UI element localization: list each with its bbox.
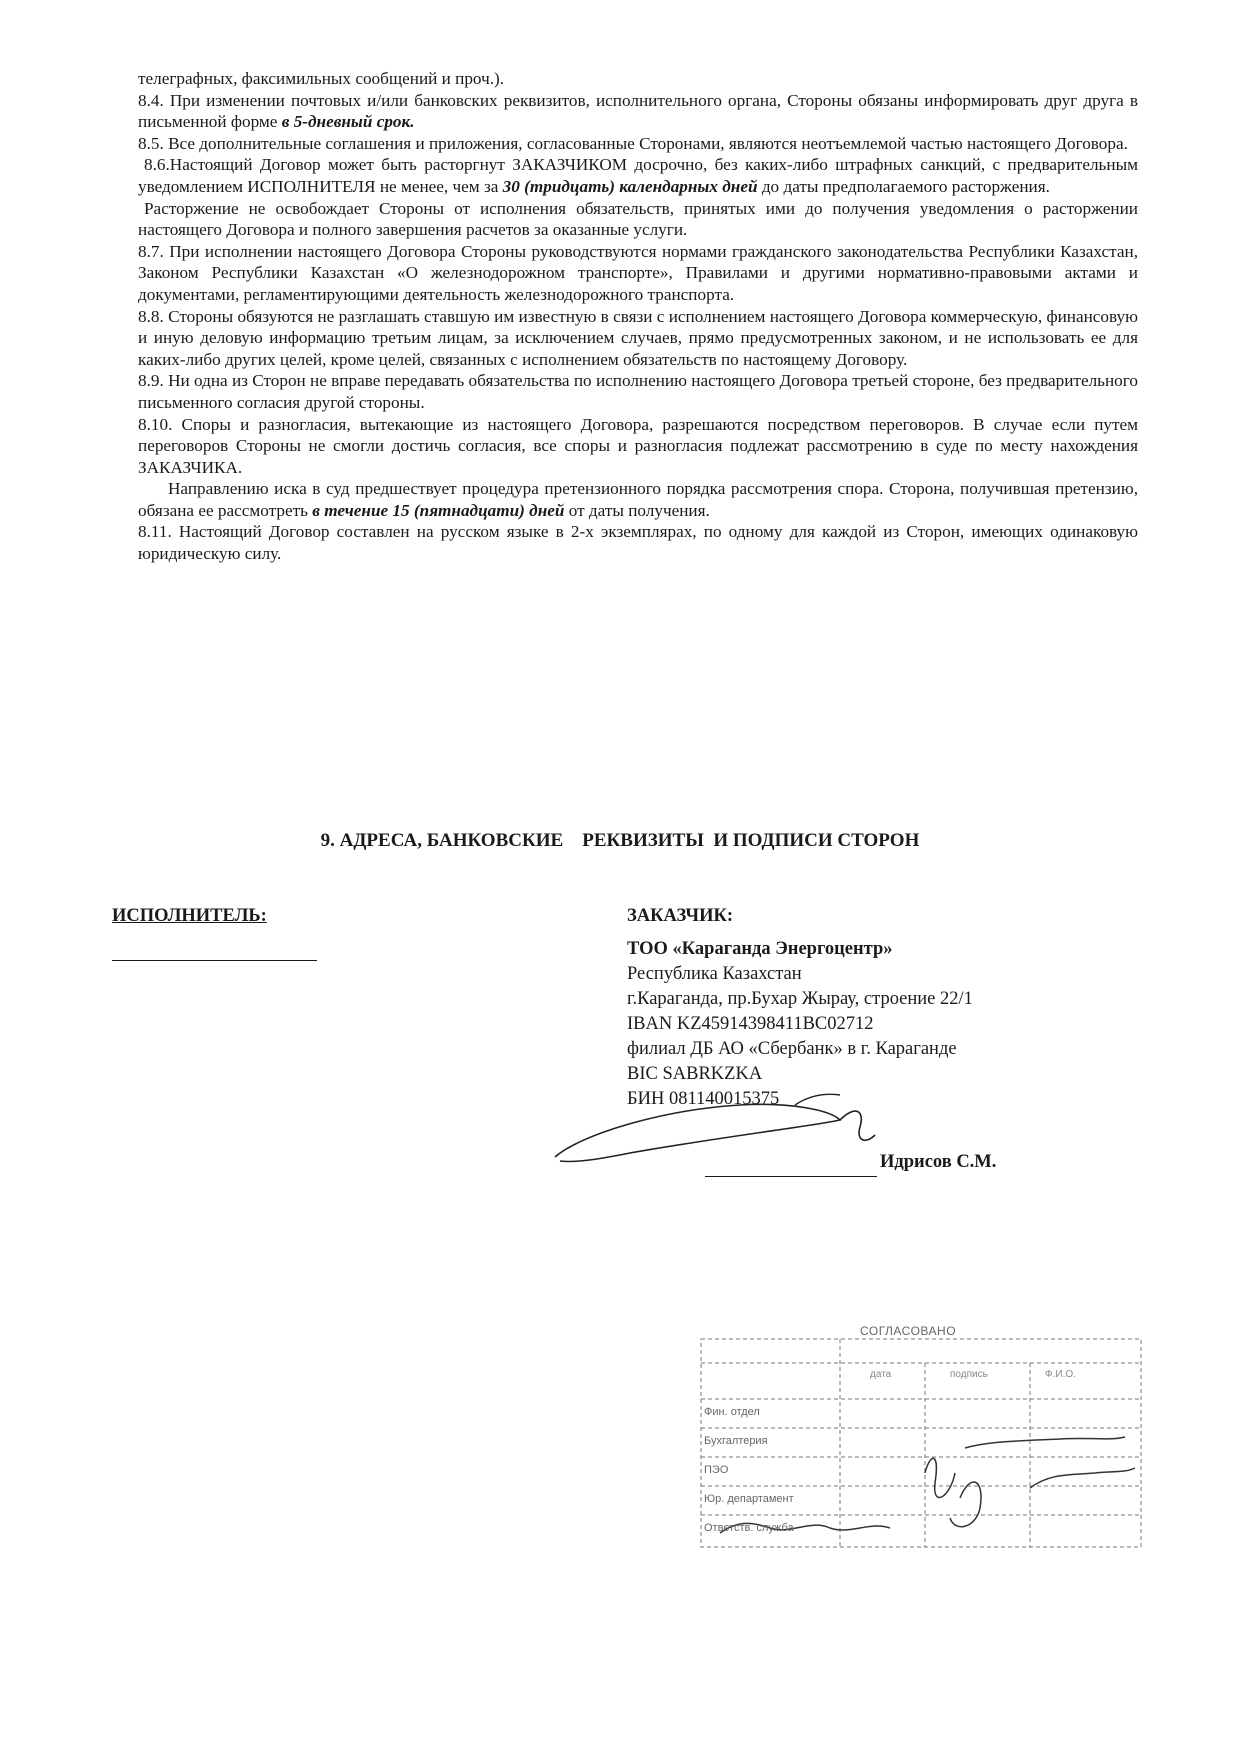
clause-8-10-cont-tail: от даты получения.: [568, 500, 710, 520]
clause-8-6-continuation: Расторжение не освобождает Стороны от исполнения обязательств, принятых ими до получения уведомления о расторжении настоящего Договора и полного завершения расчетов за оказанные услуги.: [138, 198, 1138, 240]
stamp-row: Бухгалтерия: [704, 1435, 768, 1447]
clause-8-11: 8.11. Настоящий Договор составлен на русском языке в 2-х экземплярах, по одному для каждой из Сторон, имеющих одинаковую юридическую силу.: [138, 522, 1138, 564]
contract-body: [138, 68, 1138, 565]
clause-8-8: 8.8. Стороны обязуются не разглашать ставшую им известную в связи с исполнением настоящего Договора коммерческую, финансовую и иную деловую информацию третьим лицам, за исключением случаев, прямо предусмотренных законом, и не использовать ее для каких-либо других целей, кроме целей, связанных с исполнением обязательств по настоящему Договору.: [138, 306, 1138, 369]
clause-8-10-cont-text: Направлению иска в суд предшествует процедура претензионного порядка рассмотрения спора. Сторона, получившая претензию, обязана ее рассмотреть: [138, 479, 1138, 520]
stamp-row: ПЭО: [704, 1464, 729, 1476]
customer-name: ТОО «Караганда Энергоцентр»: [627, 939, 893, 959]
section-9-title: 9. АДРЕСА, БАНКОВСКИЕ РЕКВИЗИТЫ И ПОДПИСИ СТОРОН: [320, 830, 920, 851]
clause-8-6-text: 8.6.Настоящий Договор может быть расторгнут ЗАКАЗЧИКОМ досрочно, без каких-либо штрафных санкций, с предварительным уведомлением ИСПОЛНИТЕЛЯ не менее, чем за: [138, 155, 1138, 196]
clause-8-10-period: в течение 15 (пятнадцати) дней: [312, 500, 565, 520]
clause-8-6: [138, 154, 1138, 197]
stamp-row: Фин. отдел: [704, 1406, 760, 1418]
clause-8-6-tail: до даты предполагаемого расторжения.: [761, 176, 1050, 196]
customer-label: ЗАКАЗЧИК:: [627, 906, 734, 926]
customer-iban: IBAN KZ45914398411BC02712: [627, 1014, 874, 1034]
clause-8-10-continuation: [138, 478, 1138, 521]
customer-bank: филиал ДБ АО «Сбербанк» в г. Караганде: [627, 1039, 957, 1059]
stamp-col-sign: подпись: [950, 1369, 988, 1380]
customer-address: г.Караганда, пр.Бухар Жырау, строение 22/1: [627, 989, 973, 1009]
clause-8-4-deadline: в 5-дневный срок.: [281, 112, 415, 132]
clause-8-4: [138, 90, 1138, 133]
stamp-title: СОГЛАСОВАНО: [860, 1324, 957, 1338]
customer-bin: БИН 081140015375: [627, 1089, 780, 1109]
clause-8-4-text: 8.4. При изменении почтовых и/или банковских реквизитов, исполнительного органа, Стороны обязаны информировать друг друга в письменной форме: [138, 90, 1138, 132]
customer-country: Республика Казахстан: [627, 964, 802, 984]
approval-stamp: [700, 1323, 1142, 1553]
clause-8-10: 8.10. Споры и разногласия, вытекающие из настоящего Договора, разрешаются посредством переговоров. В случае если путем переговоров Стороны не смогли достичь согласия, все споры и разногласия подлежат рассмотрению в суде по месту нахождения ЗАКАЗЧИКА.: [138, 414, 1138, 477]
customer-signature: [540, 1065, 900, 1175]
stamp-row: Ответств. служба: [704, 1522, 794, 1534]
stamp-col-fio: Ф.И.О.: [1045, 1369, 1076, 1380]
customer-bic: BIC SABRKZKA: [627, 1064, 763, 1084]
customer-signer: Идрисов С.М.: [880, 1152, 997, 1172]
stamp-col-date: дата: [870, 1369, 892, 1380]
paragraph-continuation: телеграфных, факсимильных сообщений и проч.).: [138, 69, 505, 88]
customer-signature-line: [705, 1176, 877, 1177]
executor-signature-line: [112, 960, 317, 961]
clause-8-5: 8.5. Все дополнительные соглашения и приложения, согласованные Сторонами, являются неотъемлемой частью настоящего Договора.: [138, 133, 1128, 153]
executor-label: ИСПОЛНИТЕЛЬ:: [112, 906, 267, 926]
clause-8-9: 8.9. Ни одна из Сторон не вправе передавать обязательства по исполнению настоящего Договора третьей стороне, без предварительного письменного согласия другой стороны.: [138, 371, 1138, 412]
clause-8-7: 8.7. При исполнении настоящего Договора Стороны руководствуются нормами гражданского законодательства Республики Казахстан, Законом Республики Казахстан «О железнодорожном транспорте», Правилами и другими нормативно-правовыми актами и документами, регламентирующими деятельность железнодорожного транспорта.: [138, 241, 1138, 304]
clause-8-6-period: 30 (тридцать) календарных дней: [502, 176, 758, 196]
stamp-row: Юр. департамент: [704, 1493, 794, 1505]
